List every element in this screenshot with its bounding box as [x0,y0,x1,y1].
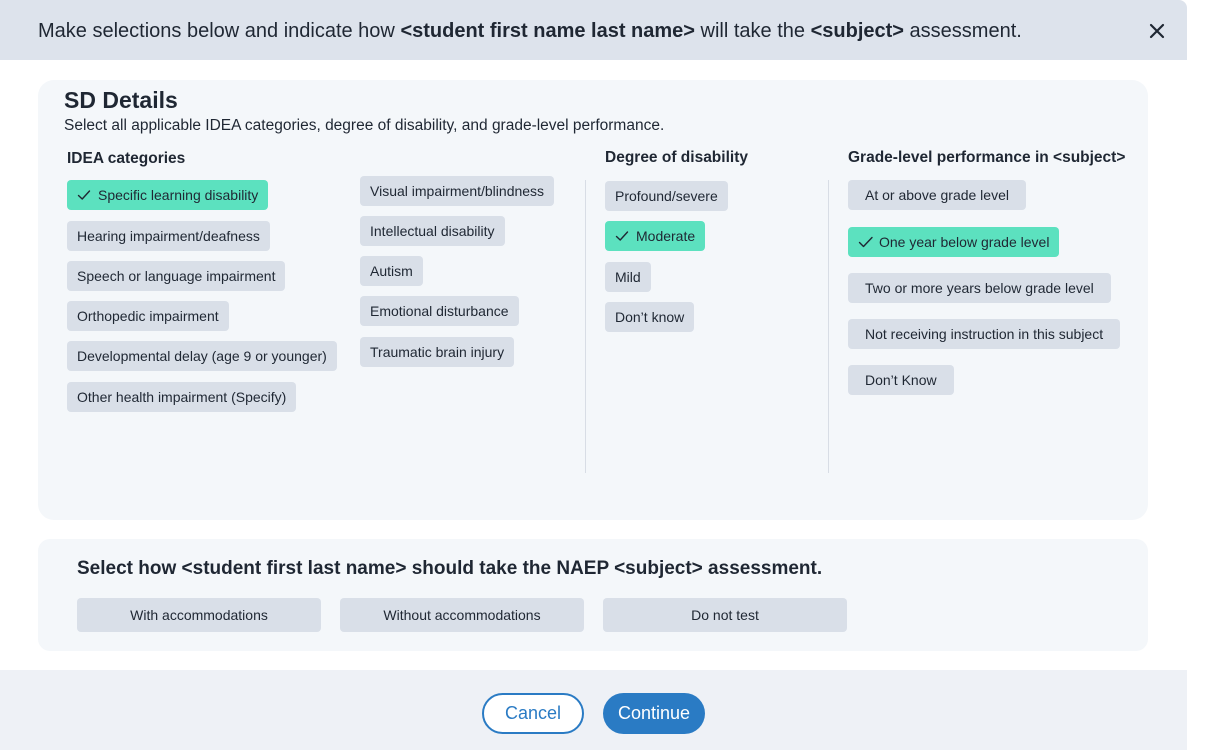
check-icon [858,235,872,249]
degree-chip-moderate[interactable] [605,221,705,251]
naep-question-title: Select how <student first last name> should take the NAEP <subject> assessment. [77,558,823,579]
grade-level-performance-heading: Grade-level performance in <subject> [848,149,1126,166]
column-divider [585,180,586,473]
header-prefix: Make selections below and indicate how [38,20,401,42]
grade-chip-dont-know[interactable] [848,365,954,395]
idea-chip-speech-language-impairment[interactable] [67,261,285,291]
degree-chip-mild[interactable] [605,262,651,292]
degree-chip-profound-severe[interactable] [605,181,728,211]
idea-chip-other-health-impairment[interactable] [67,382,296,412]
chip-label: Profound/severe [615,188,718,204]
sd-details-title: SD Details [64,87,178,113]
chip-label: Visual impairment/blindness [370,183,545,199]
close-icon[interactable] [1146,20,1168,42]
continue-button[interactable]: Continue [603,693,705,734]
idea-chip-intellectual-disability[interactable] [360,216,505,246]
chip-label: Developmental delay (age 9 or younger) [77,348,327,364]
header-student-name: <student first name last name> [400,20,695,42]
chip-label: One year below grade level [879,234,1050,250]
with-accommodations-button[interactable]: With accommodations [77,598,321,632]
idea-chip-visual-impairment[interactable] [360,176,554,206]
modal-header [0,0,1187,60]
grade-chip-one-year-below[interactable] [848,227,1059,257]
check-icon [615,229,629,243]
sd-details-panel [38,80,1148,520]
idea-chip-emotional-disturbance[interactable] [360,296,519,326]
cancel-button[interactable]: Cancel [482,693,584,734]
chip-label: Moderate [636,228,696,244]
header-subject: <subject> [810,20,904,42]
idea-categories-heading: IDEA categories [67,150,186,167]
chip-label: Speech or language impairment [77,268,276,284]
without-accommodations-button[interactable]: Without accommodations [340,598,584,632]
idea-chip-specific-learning-disability[interactable] [67,180,268,210]
check-icon [77,188,91,202]
chip-label: Two or more years below grade level [865,280,1094,296]
chip-label: Emotional disturbance [370,303,509,319]
grade-chip-two-or-more-below[interactable] [848,273,1111,303]
chip-label: At or above grade level [865,187,1009,203]
idea-chip-autism[interactable] [360,256,423,286]
chip-label: Autism [370,263,413,279]
idea-chip-developmental-delay[interactable] [67,341,337,371]
chip-label: Hearing impairment/deafness [77,228,260,244]
sd-details-subtitle: Select all applicable IDEA categories, degree of disability, and grade-level performance. [64,117,665,134]
naep-assessment-panel [38,539,1148,651]
idea-chip-hearing-impairment[interactable] [67,221,270,251]
chip-label: Mild [615,269,641,285]
grade-chip-not-receiving-instruction[interactable] [848,319,1120,349]
degree-chip-dont-know[interactable] [605,302,694,332]
do-not-test-button[interactable]: Do not test [603,598,847,632]
chip-label: Not receiving instruction in this subject [865,326,1104,342]
chip-label: Specific learning disability [98,187,259,203]
degree-of-disability-heading: Degree of disability [605,149,748,166]
chip-label: Don’t Know [865,372,937,388]
column-divider [828,180,829,473]
header-suffix: assessment. [903,20,1022,42]
modal-footer [0,670,1187,750]
chip-label: Don’t know [615,309,685,325]
header-middle: will take the [694,20,811,42]
chip-label: Other health impairment (Specify) [77,389,287,405]
chip-label: Intellectual disability [370,223,495,239]
header-instruction [38,18,1022,44]
idea-chip-orthopedic-impairment[interactable] [67,301,229,331]
chip-label: Orthopedic impairment [77,308,219,324]
chip-label: Traumatic brain injury [370,344,505,360]
idea-chip-traumatic-brain-injury[interactable] [360,337,514,367]
grade-chip-at-or-above[interactable] [848,180,1026,210]
